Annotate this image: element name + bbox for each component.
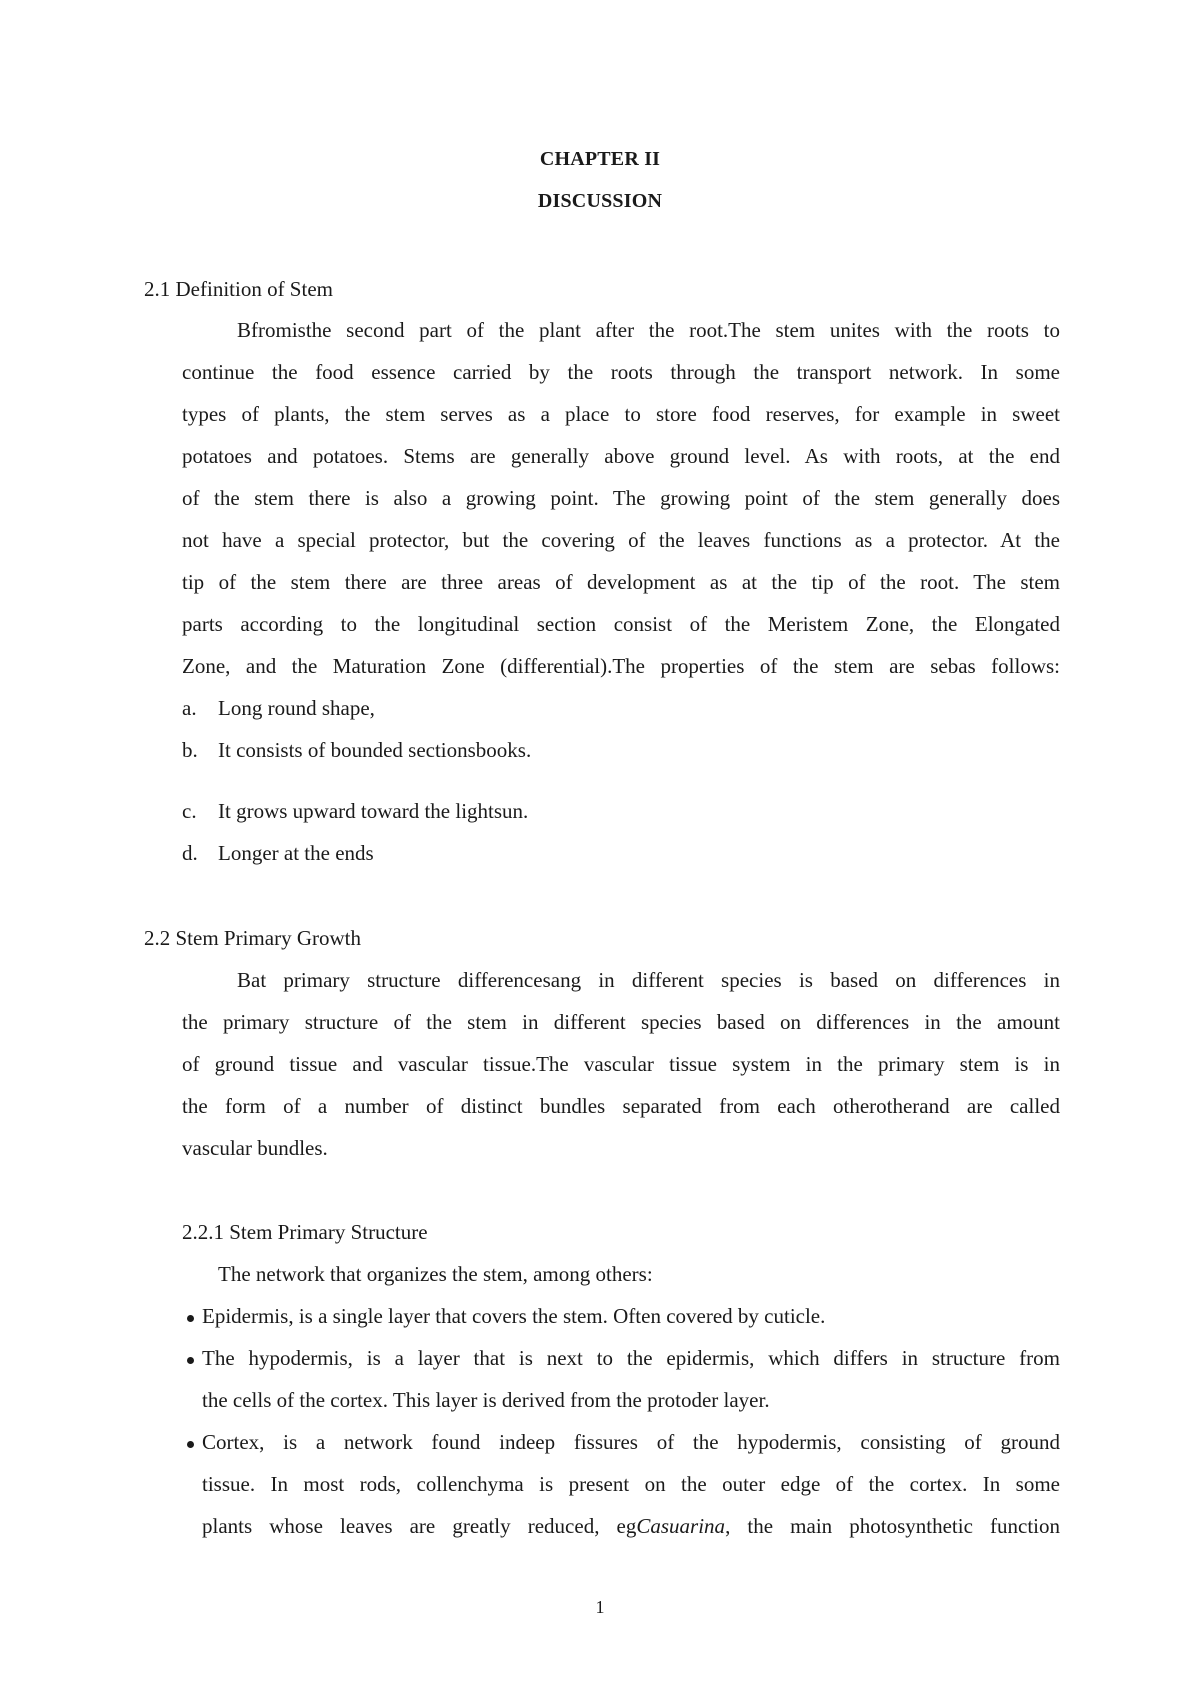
bullet-line: The hypodermis, is a layer that is next to the epidermis, which differs in structure from	[202, 1346, 1060, 1370]
list-item: It grows upward toward the lightsun.	[218, 799, 529, 823]
bullet-line: tissue. In most rods, collenchyma is present on the outer edge of the cortex. In some	[202, 1472, 1060, 1496]
list-item: It consists of bounded sectionsbooks.	[218, 738, 532, 762]
page-number: 1	[595, 1597, 605, 1617]
text-run: plants whose leaves are greatly reduced, eg	[202, 1514, 637, 1538]
paragraph-line: parts according to the longitudinal section consist of the Meristem Zone, the Elongated	[182, 612, 1060, 636]
paragraph-line: of the stem there is also a growing point. The growing point of the stem generally does	[182, 486, 1060, 510]
list-marker: b.	[182, 738, 198, 762]
bullet-line: the cells of the cortex. This layer is derived from the protoder layer.	[202, 1388, 770, 1412]
list-marker: d.	[182, 841, 198, 865]
text-run: , the main photosynthetic function	[725, 1514, 1060, 1538]
paragraph-line: the form of a number of distinct bundles separated from each otherotherand are called	[182, 1094, 1060, 1118]
paragraph-line: Zone, and the Maturation Zone (differential).The properties of the stem are sebas follows:	[182, 654, 1060, 678]
bullet-icon	[187, 1315, 194, 1322]
bullet-icon	[187, 1357, 194, 1364]
list-marker: a.	[182, 696, 197, 720]
bullet-line-mixed	[202, 1512, 1060, 1540]
section-heading-2-2: 2.2 Stem Primary Growth	[144, 926, 361, 950]
section-heading-2-2-1: 2.2.1 Stem Primary Structure	[182, 1220, 428, 1244]
paragraph-line: of ground tissue and vascular tissue.The vascular tissue system in the primary stem is in	[182, 1052, 1060, 1076]
italic-term: Casuarina	[636, 1514, 726, 1538]
chapter-title: CHAPTER II	[539, 148, 661, 170]
paragraph-line: tip of the stem there are three areas of development as at the tip of the root. The stem	[182, 570, 1060, 594]
section-intro: The network that organizes the stem, among others:	[218, 1262, 653, 1286]
list-item: Long round shape,	[218, 696, 375, 720]
bullet-line: Epidermis, is a single layer that covers the stem. Often covered by cuticle.	[202, 1304, 826, 1328]
paragraph-line: not have a special protector, but the covering of the leaves functions as a protector. At the	[182, 528, 1060, 552]
paragraph-line: continue the food essence carried by the roots through the transport network. In some	[182, 360, 1060, 384]
paragraph-line: Bfromisthe second part of the plant after the root.The stem unites with the roots to	[237, 318, 1060, 342]
chapter-subtitle: DISCUSSION	[537, 190, 663, 212]
list-marker: c.	[182, 799, 197, 823]
paragraph-line: Bat primary structure differencesang in different species is based on differences in	[237, 968, 1060, 992]
list-item: Longer at the ends	[218, 841, 374, 865]
section-heading-2-1: 2.1 Definition of Stem	[144, 277, 333, 301]
paragraph-line: potatoes and potatoes. Stems are generally above ground level. As with roots, at the end	[182, 444, 1060, 468]
paragraph-line: types of plants, the stem serves as a place to store food reserves, for example in sweet	[182, 402, 1060, 426]
bullet-icon	[187, 1441, 194, 1448]
paragraph-line: the primary structure of the stem in different species based on differences in the amount	[182, 1010, 1060, 1034]
paragraph-line: vascular bundles.	[182, 1136, 328, 1160]
bullet-line: Cortex, is a network found indeep fissures of the hypodermis, consisting of ground	[202, 1430, 1060, 1454]
